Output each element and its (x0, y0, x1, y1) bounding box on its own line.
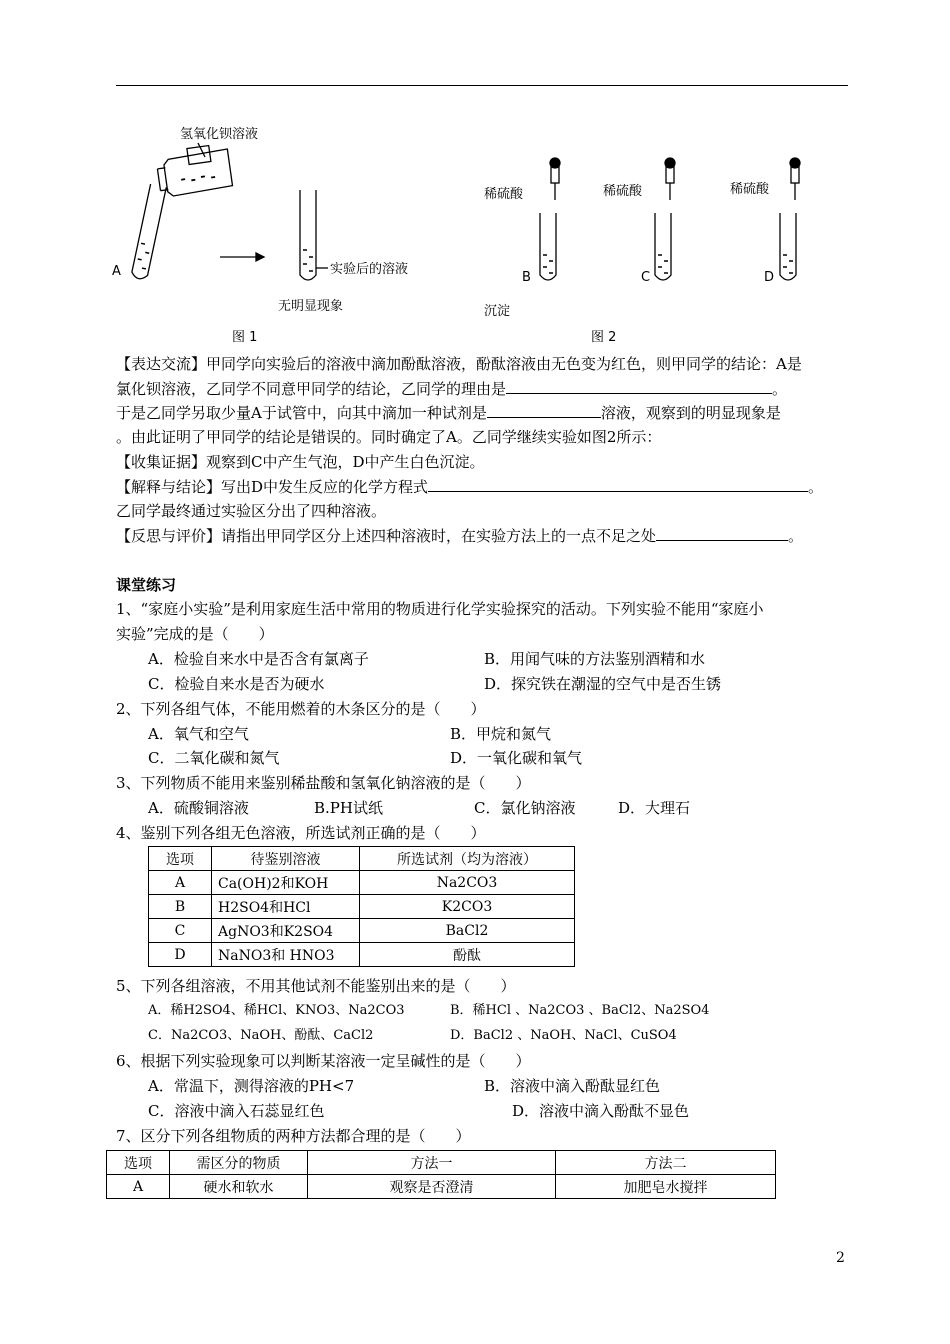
para-evidence: 【收集证据】观察到C中产生气泡，D中产生白色沉淀。 (116, 453, 485, 471)
para-reason: 氯化钡溶液，乙同学不同意甲同学的结论，乙同学的理由是 。 (116, 377, 856, 401)
table-header: 选项 (149, 847, 212, 871)
table-cell: K2CO3 (360, 895, 575, 919)
table-cell: Na2CO3 (360, 871, 575, 895)
table-header-row (149, 847, 575, 871)
para-conclusion: 。由此证明了甲同学的结论是错误的。同时确定了A。乙同学继续实验如图2所示： (116, 428, 662, 446)
q2-stem: 2、下列各组气体，不能用燃着的木条区分的是（ ） (116, 700, 486, 718)
q1-stem-2: 实验”完成的是（ ） (116, 625, 274, 643)
tube-b-label: B (522, 270, 531, 285)
q1-option-d[interactable]: D．探究铁在潮湿的空气中是否生锈 (484, 675, 722, 693)
tube-b (540, 158, 560, 280)
fig2-caption: 图 2 (591, 330, 617, 345)
q6-option-d[interactable]: D．溶液中滴入酚酞不显色 (512, 1102, 690, 1120)
table-row (149, 943, 575, 967)
table-cell: C (149, 919, 212, 943)
q2-option-c[interactable]: C．二氧化碳和氮气 (148, 749, 280, 767)
q3-option-d[interactable]: D．大理石 (618, 799, 691, 817)
answer-blank[interactable] (487, 401, 601, 418)
experiment-figure (110, 105, 810, 355)
q6-stem: 6、根据下列实验现象可以判断某溶液一定呈碱性的是（ ） (116, 1052, 531, 1070)
table-cell: NaNO3和 HNO3 (212, 943, 360, 967)
tube-d-label: D (764, 270, 775, 285)
tube-a-label: A (112, 264, 121, 279)
no-change-label: 无明显现象 (278, 299, 344, 314)
page-number: 2 (836, 1250, 845, 1266)
table-cell: B (149, 895, 212, 919)
reagent-label: 氢氧化钡溶液 (180, 127, 259, 142)
q3-stem: 3、下列物质不能用来鉴别稀盐酸和氢氧化钠溶液的是（ ） (116, 774, 531, 792)
table-header: 方法二 (556, 1151, 776, 1175)
table-row (149, 871, 575, 895)
q1-option-c[interactable]: C．检验自来水是否为硬水 (148, 675, 325, 693)
fig1-caption: 图 1 (232, 330, 258, 345)
q1-option-a[interactable]: A．检验自来水中是否含有氯离子 (148, 650, 369, 668)
q5-stem: 5、下列各组溶液，不用其他试剂不能鉴别出来的是（ ） (116, 977, 516, 995)
header-rule (116, 85, 848, 86)
table-cell: 加肥皂水搅拌 (556, 1175, 776, 1199)
table-cell: 观察是否澄清 (308, 1175, 556, 1199)
table-cell: 硬水和软水 (170, 1175, 308, 1199)
table-cell: A (107, 1175, 170, 1199)
q2-option-a[interactable]: A．氧气和空气 (148, 725, 249, 743)
answer-blank[interactable] (656, 524, 788, 541)
answer-blank[interactable] (428, 475, 808, 492)
q5-option-d[interactable]: D．BaCl2 、NaOH、NaCl、CuSO4 (450, 1028, 677, 1043)
table-cell: D (149, 943, 212, 967)
q3-option-b[interactable]: B.PH试纸 (314, 799, 383, 817)
table-cell: 酚酞 (360, 943, 575, 967)
acid-label-b: 稀硫酸 (484, 187, 524, 202)
table-header: 所选试剂（均为溶液） (360, 847, 575, 871)
para-reagent: 于是乙同学另取少量A于试管中，向其中滴加一种试剂是 溶液，观察到的明显现象是 (116, 401, 856, 425)
tube-c-label: C (641, 270, 651, 285)
q6-option-a[interactable]: A．常温下，测得溶液的PH<7 (148, 1077, 355, 1095)
q2-option-b[interactable]: B．甲烷和氮气 (450, 725, 552, 743)
tube-d (780, 158, 800, 280)
q7-stem: 7、区分下列各组物质的两种方法都合理的是（ ） (116, 1127, 471, 1145)
precip-label: 沉淀 (484, 304, 511, 319)
table-cell: AgNO3和K2SO4 (212, 919, 360, 943)
tube-a (131, 184, 166, 280)
q1-stem-1: 1、“家庭小实验”是利用家庭生活中常用的物质进行化学实验探究的活动。下列实验不能用“家庭小 (116, 600, 764, 618)
table-header: 方法一 (308, 1151, 556, 1175)
table-cell: H2SO4和HCl (212, 895, 360, 919)
reagent-bottle (155, 143, 233, 198)
q3-option-c[interactable]: C．氯化钠溶液 (474, 799, 576, 817)
q5-option-b[interactable]: B．稀HCl 、Na2CO3 、BaCl2、Na2SO4 (450, 1003, 710, 1018)
para-reflection: 【反思与评价】请指出甲同学区分上述四种溶液时，在实验方法上的一点不足之处 。 (116, 524, 856, 548)
table-cell: BaCl2 (360, 919, 575, 943)
q1-option-b[interactable]: B．用闻气味的方法鉴别酒精和水 (484, 650, 706, 668)
acid-label-d: 稀硫酸 (730, 182, 770, 197)
table-cell: Ca(OH)2和KOH (212, 871, 360, 895)
q3-option-a[interactable]: A．硫酸铜溶液 (148, 799, 249, 817)
after-label: 实验后的溶液 (330, 262, 409, 277)
para-expression: 【表达交流】甲同学向实验后的溶液中滴加酚酞溶液，酚酞溶液由无色变为红色，则甲同学的结论：A是 (116, 355, 802, 373)
q7-table (106, 1150, 776, 1199)
q5-option-a[interactable]: A．稀H2SO4、稀HCl、KNO3、Na2CO3 (148, 1003, 405, 1018)
tube-after (300, 190, 328, 280)
table-cell: A (149, 871, 212, 895)
table-header: 待鉴别溶液 (212, 847, 360, 871)
acid-label-c: 稀硫酸 (603, 184, 643, 199)
q5-option-c[interactable]: C．Na2CO3、NaOH、酚酞、CaCl2 (148, 1028, 374, 1043)
q6-option-b[interactable]: B．溶液中滴入酚酞显红色 (484, 1077, 661, 1095)
experiment-diagram (110, 105, 810, 355)
para-equation: 【解释与结论】写出D中发生反应的化学方程式 。 (116, 475, 856, 499)
q4-stem: 4、鉴别下列各组无色溶液，所选试剂正确的是（ ） (116, 824, 486, 842)
q6-option-c[interactable]: C．溶液中滴入石蕊显红色 (148, 1102, 325, 1120)
table-header-row (107, 1151, 776, 1175)
table-header: 选项 (107, 1151, 170, 1175)
para-result: 乙同学最终通过实验区分出了四种溶液。 (116, 502, 387, 520)
section-title: 课堂练习 (116, 576, 177, 594)
tube-c (655, 158, 675, 280)
q4-table (148, 846, 575, 967)
table-header: 需区分的物质 (170, 1151, 308, 1175)
answer-blank[interactable] (506, 377, 772, 394)
table-row (149, 895, 575, 919)
q2-option-d[interactable]: D．一氧化碳和氧气 (450, 749, 583, 767)
table-row (107, 1175, 776, 1199)
table-row (149, 919, 575, 943)
